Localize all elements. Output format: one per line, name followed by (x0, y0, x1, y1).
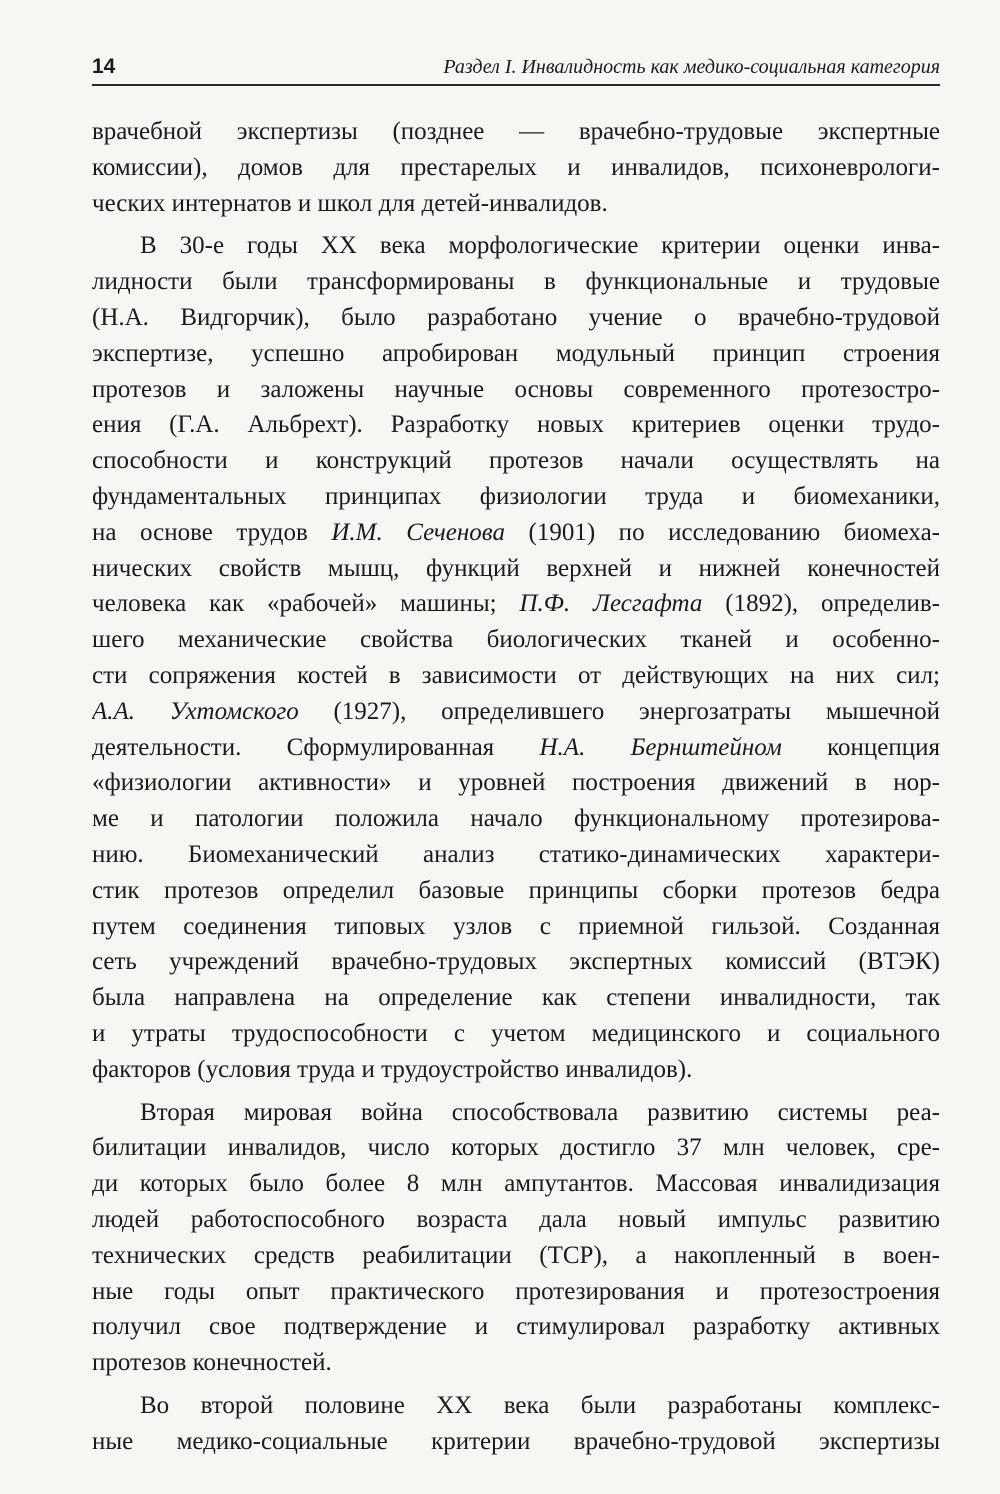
text-line: (Н.А. Видгорчик), было разработано учение о врачебно-трудовой (92, 303, 940, 331)
text-line: лидности были трансформированы в функциональные и трудовые (92, 268, 940, 296)
text-run: на основе трудов (92, 518, 332, 546)
author-name: Н.А. Бернштейном (539, 733, 782, 761)
text-line: факторов (условия труда и трудоустройство инвалидов). (92, 1055, 693, 1083)
text-line: людей работоспособного возраста дала новый импульс развитию (92, 1205, 940, 1233)
text-run: человека как «рабочей» машины; (92, 590, 520, 618)
text-line: фундаментальных принципах физиологии труда и биомеханики, (92, 482, 940, 510)
text-line (92, 694, 940, 730)
author-name: И.М. Сеченова (331, 518, 505, 546)
text-line: Во второй половине XX века были разработаны комплекс- (140, 1391, 940, 1419)
text-run: (1892), определив- (702, 590, 940, 618)
running-title: Раздел I. Инвалидность как медико-социальная категория (443, 56, 940, 78)
text-line: ди которых было более 8 млн ампутантов. Массовая инвалидизация (92, 1170, 940, 1198)
text-run: (1927), определившего энергозатраты мышечной (298, 697, 940, 725)
text-run: (1901) по исследованию биомеха- (504, 518, 940, 546)
text-line: стик протезов определил базовые принципы сборки протезов бедра (92, 876, 940, 904)
text-line: ме и патологии положила начало функциональному протезирова- (92, 805, 940, 833)
text-line: нических свойств мышц, функций верхней и нижней конечностей (92, 554, 940, 582)
text-line (92, 515, 940, 551)
paragraph (92, 1388, 940, 1460)
text-run: концепция (781, 733, 940, 761)
text-line: комиссии), домов для престарелых и инвалидов, психоневрологи- (92, 153, 940, 181)
text-line: сти сопряжения костей в зависимости от действующих на них сил; (92, 661, 940, 689)
author-name: А.А. Ухтомского (92, 697, 299, 725)
paragraph (92, 114, 940, 221)
text-line: была направлена на определение как степени инвалидности, так (92, 984, 940, 1012)
text-line: путем соединения типовых узлов с приемной гильзой. Созданная (92, 912, 940, 940)
text-line: технических средств реабилитации (ТСР), а накопленный в воен- (92, 1241, 940, 1269)
text-run: деятельности. Сформулированная (92, 733, 540, 761)
text-line: получил свое подтверждение и стимулировал разработку активных (92, 1313, 940, 1341)
text-line: способности и конструкций протезов начали осуществлять на (92, 447, 940, 475)
text-line: ные годы опыт практического протезирования и протезостроения (92, 1277, 940, 1305)
body-text (92, 114, 940, 1459)
page-header (92, 54, 940, 86)
author-name: П.Ф. Лесгафта (519, 590, 703, 618)
text-line: экспертизе, успешно апробирован модульный принцип строения (92, 339, 940, 367)
text-line: протезов и заложены научные основы современного протезостро- (92, 375, 940, 403)
text-line (92, 730, 940, 766)
text-line: шего механические свойства биологических тканей и особенно- (92, 626, 940, 654)
text-line: «физиологии активности» и уровней построения движений в нор- (92, 769, 940, 797)
text-line: нию. Биомеханический анализ статико-динамических характери- (92, 840, 940, 868)
paragraph (92, 228, 940, 1087)
text-line: ные медико-социальные критерии врачебно-трудовой экспертизы (92, 1427, 940, 1455)
text-line: и утраты трудоспособности с учетом медицинского и социального (92, 1019, 940, 1047)
text-line: ения (Г.А. Альбрехт). Разработку новых критериев оценки трудо- (92, 411, 940, 439)
paragraph (92, 1095, 940, 1381)
text-line: сеть учреждений врачебно-трудовых экспертных комиссий (ВТЭК) (92, 948, 940, 976)
text-line: Вторая мировая война способствовала развитию системы реа- (140, 1098, 940, 1126)
text-line: билитации инвалидов, число которых достигло 37 млн человек, сре- (92, 1134, 940, 1162)
text-line: В 30-е годы XX века морфологические критерии оценки инва- (140, 232, 940, 260)
text-line: врачебной экспертизы (позднее — врачебно-трудовые экспертные (92, 118, 940, 145)
text-line: протезов конечностей. (92, 1349, 332, 1377)
text-line (92, 586, 940, 622)
text-line: ческих интернатов и школ для детей-инвалидов. (92, 189, 608, 217)
page-number: 14 (92, 55, 116, 78)
